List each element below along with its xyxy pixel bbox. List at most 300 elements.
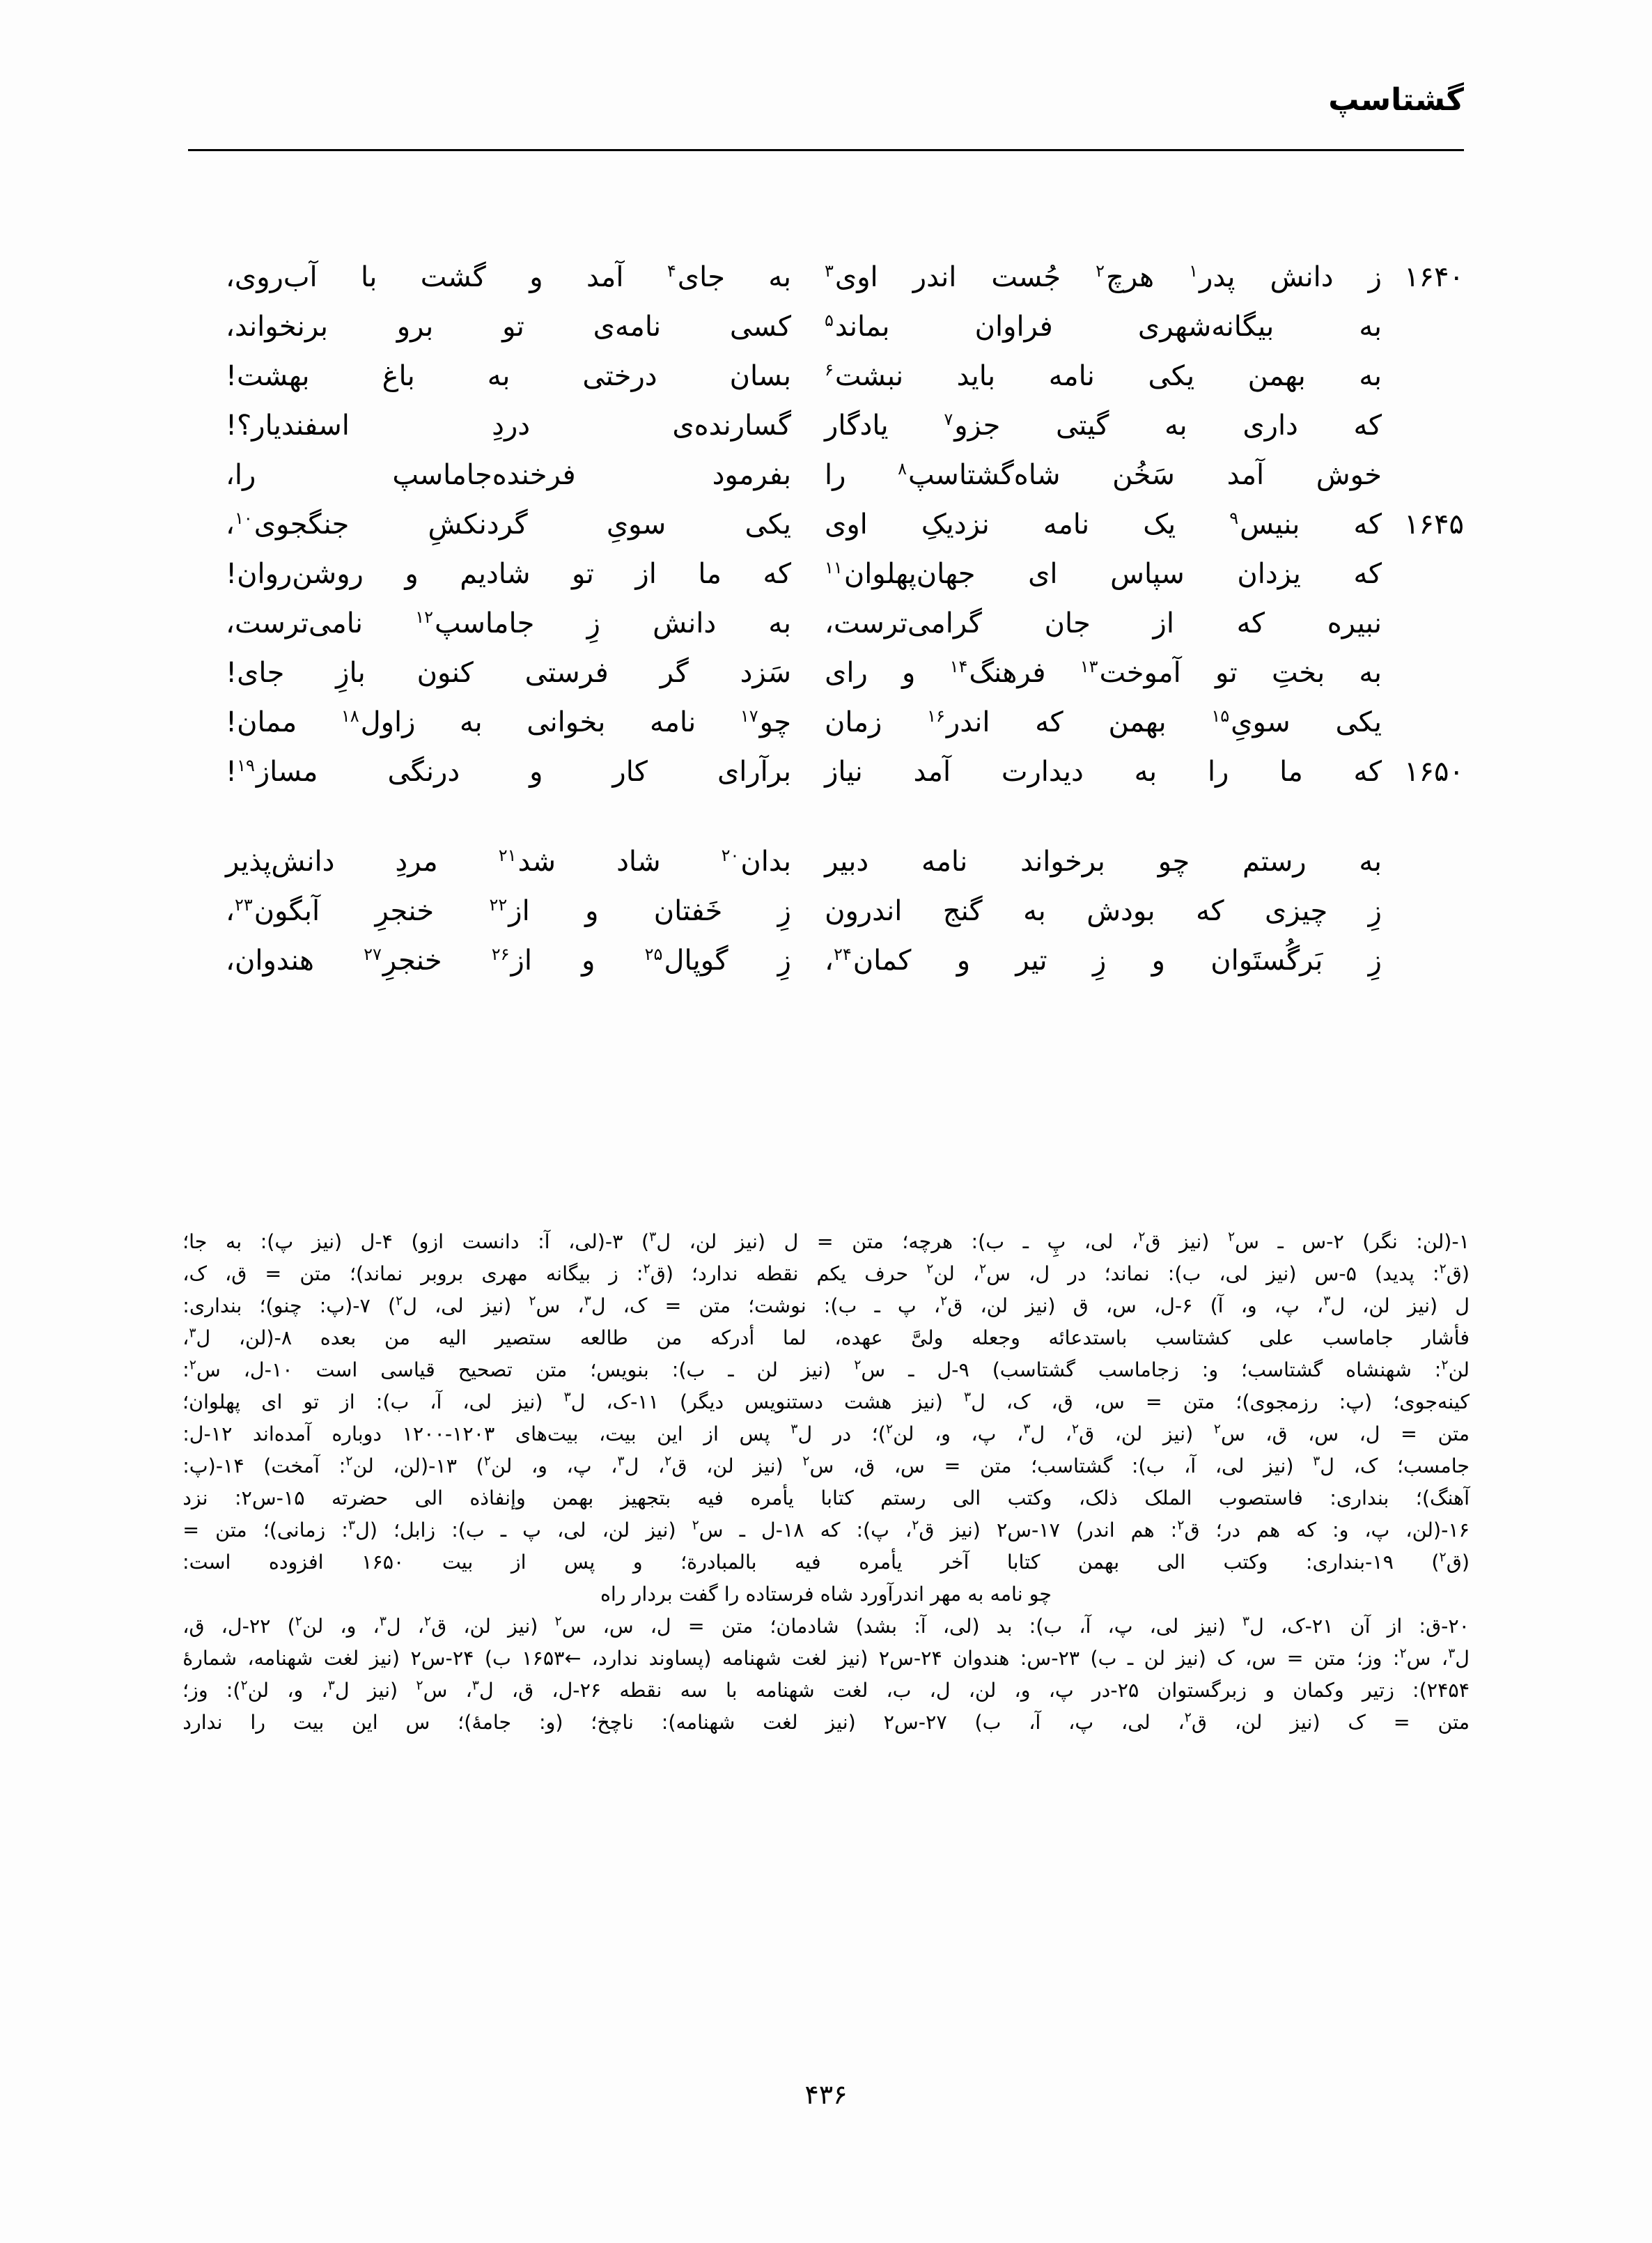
apparatus-token: ل$^۳$،: [1316, 1293, 1346, 1317]
verse-word: ممان!: [226, 706, 297, 738]
apparatus-token: پ: [897, 1294, 917, 1317]
apparatus-token: گشتاسب؛: [1241, 1358, 1323, 1381]
critical-apparatus: [182, 1226, 1470, 1739]
verse-word: شاه‌گشتاسپ$^۸$: [898, 458, 1061, 491]
hemistich-left: [226, 307, 791, 347]
apparatus-token: کینه‌جوی؛: [1393, 1390, 1470, 1413]
apparatus-token: الملک: [1144, 1487, 1192, 1509]
apparatus-line: [182, 1707, 1470, 1739]
apparatus-token: (نیز: [1195, 1615, 1226, 1638]
apparatus-token: ب):: [1029, 1615, 1063, 1638]
apparatus-token: ب):: [375, 1390, 410, 1413]
apparatus-token: کشتاسب: [1155, 1326, 1231, 1349]
verse-word: و: [529, 756, 543, 788]
apparatus-token: هم: [1256, 1519, 1281, 1542]
siglum-superscript: ۲: [423, 1613, 432, 1629]
apparatus-token: ۱۰-ل،: [243, 1358, 293, 1381]
apparatus-token: آهنگ)؛: [1415, 1487, 1470, 1509]
apparatus-token: هندوان: [953, 1647, 1010, 1670]
verse-word: که: [763, 558, 791, 590]
apparatus-token: تو: [303, 1390, 320, 1413]
apparatus-token: ل$^۳$،: [1441, 1645, 1470, 1670]
apparatus-token: ندارد؛: [692, 1262, 738, 1285]
apparatus-token: =: [1393, 1711, 1410, 1734]
verse-word: بنیس$^۹$: [1229, 508, 1300, 541]
apparatus-token: ۲۶-ل،: [552, 1679, 602, 1702]
apparatus-line: [182, 1546, 1470, 1578]
verse-word: از$^{۲۲}$: [489, 894, 530, 927]
verse-word: تو: [1215, 657, 1238, 689]
apparatus-token: دانست: [462, 1230, 520, 1253]
verse-line: [188, 357, 1464, 406]
apparatus-token: با: [725, 1679, 738, 1702]
verse-number: [1382, 334, 1464, 336]
apparatus-token: متن: [535, 1358, 568, 1381]
hemistich-left: [226, 357, 791, 396]
hemistich-right: [825, 703, 1382, 743]
verse-word: گوپال$^{۲۵}$: [644, 944, 728, 977]
apparatus-token: وز؛: [1356, 1647, 1382, 1670]
apparatus-token: وکتب: [1223, 1551, 1268, 1574]
footnote-marker: ۱۹: [237, 755, 255, 775]
apparatus-token: آمخت): [263, 1454, 320, 1477]
verse-word: که: [1035, 706, 1063, 738]
apparatus-token: ک،: [1006, 1390, 1031, 1413]
verse-word: یزدان: [1237, 558, 1301, 590]
apparatus-token: ق،: [511, 1679, 534, 1702]
apparatus-token: =: [265, 1262, 282, 1285]
verse-word: داری: [1242, 410, 1298, 442]
siglum-superscript: ۲: [926, 1261, 934, 1277]
apparatus-token: لن،: [968, 1679, 997, 1702]
apparatus-token: لن$^۲$: [926, 1261, 955, 1285]
verse-word: جزو$^۷$: [944, 409, 1001, 442]
siglum-superscript: ۲: [912, 1517, 919, 1533]
apparatus-token: (ق$^۲$:: [636, 1261, 673, 1285]
apparatus-token: ل$^۳$،: [373, 1613, 401, 1638]
apparatus-token: نوشت؛: [748, 1294, 806, 1317]
apparatus-token: (نیز: [508, 1615, 538, 1638]
apparatus-token: (نیز: [1162, 1422, 1194, 1445]
verse-word: گیتی: [1055, 410, 1109, 442]
apparatus-token: از: [703, 1422, 719, 1445]
apparatus-token: وإنفاذه: [469, 1487, 526, 1509]
apparatus-token: ق$^۲$،: [657, 1453, 687, 1477]
apparatus-token: هشت: [844, 1390, 892, 1413]
apparatus-token: ب): [1090, 1647, 1117, 1670]
verse-word: جنگجوی$^{۱۰}$،: [226, 508, 350, 541]
apparatus-token: بشد): [855, 1615, 898, 1638]
verse-word: برو: [396, 311, 434, 343]
apparatus-token: ق$^۲$:: [1170, 1517, 1200, 1542]
verse-word: جای$^۴$: [667, 261, 726, 293]
apparatus-token: (نیز: [481, 1294, 512, 1317]
verse-word: اوی: [825, 509, 868, 541]
apparatus-token: (ق$^۲$): [1431, 1549, 1470, 1574]
apparatus-token: زمانی)؛: [263, 1519, 326, 1542]
verse-word: برنخواند،: [226, 311, 329, 343]
verse-number: [1382, 582, 1464, 583]
apparatus-token: ۱۷-س۲: [996, 1519, 1060, 1542]
apparatus-line: چو نامه به مهر اندرآورد شاه فرستاده را گفت بردار راه: [600, 1583, 1052, 1606]
verse-word: سویِ: [606, 509, 667, 541]
siglum-superscript: ۲: [1213, 1421, 1221, 1437]
verse-word: نبیره: [1327, 607, 1382, 639]
apparatus-token: (نیز: [1179, 1230, 1210, 1253]
verse-word: از$^{۲۶}$: [491, 944, 532, 977]
apparatus-token: ـ: [500, 1519, 507, 1542]
apparatus-token: پ،: [1107, 1615, 1133, 1638]
apparatus-token: رستم: [880, 1487, 926, 1509]
verse-word: یکی: [1335, 706, 1382, 738]
apparatus-token: ای: [261, 1390, 283, 1413]
apparatus-token: ق$^۲$،: [1131, 1229, 1161, 1253]
apparatus-token: لی،: [435, 1294, 464, 1317]
verse-number: [1382, 968, 1464, 970]
apparatus-line: [182, 1643, 1470, 1675]
apparatus-token: هم: [1130, 1519, 1155, 1542]
apparatus-token: ق،: [852, 1454, 875, 1477]
footnote-marker: ۱۱: [825, 557, 843, 577]
verse-word: و: [956, 945, 971, 977]
apparatus-token: لی،: [1215, 1454, 1245, 1477]
apparatus-token: وز؛: [182, 1679, 208, 1702]
apparatus-token: ق،: [182, 1615, 205, 1638]
apparatus-token: ل$^۳$،: [182, 1325, 211, 1349]
verse-line: [188, 752, 1464, 802]
apparatus-token: ازو): [411, 1230, 444, 1253]
apparatus-token: در: [1068, 1262, 1086, 1285]
siglum-superscript: ۲: [802, 1453, 810, 1469]
apparatus-token: ۲۷-س۲: [883, 1711, 947, 1734]
apparatus-token: بد: [996, 1615, 1013, 1638]
apparatus-token: (نیز: [646, 1519, 676, 1542]
apparatus-token: که: [1296, 1519, 1316, 1542]
page-header: [188, 84, 1464, 160]
apparatus-token: شهنامه):: [661, 1711, 735, 1734]
footnote-marker: ۱۷: [740, 706, 758, 726]
siglum-superscript: ۲: [483, 1453, 491, 1469]
apparatus-token: ب):: [451, 1519, 485, 1542]
verse-word: که: [1353, 410, 1382, 442]
apparatus-token: =: [664, 1294, 682, 1317]
apparatus-token: در: [832, 1422, 852, 1445]
apparatus-token: بهمن: [1077, 1551, 1120, 1574]
verse-number: [1382, 631, 1464, 632]
apparatus-token: متن: [1314, 1647, 1346, 1670]
apparatus-token: آن: [1350, 1615, 1371, 1638]
apparatus-token: ۲۳-س:: [1020, 1647, 1080, 1670]
verse-word: به: [1359, 846, 1382, 878]
apparatus-token: نماند)؛: [349, 1262, 403, 1285]
apparatus-token: ب،: [886, 1679, 912, 1702]
apparatus-token: س$^۲$:: [182, 1357, 221, 1381]
verse-word: برآرای: [717, 756, 791, 788]
footnote-marker: ۱۸: [341, 706, 359, 726]
apparatus-token: لی،: [1121, 1711, 1151, 1734]
apparatus-token: بیت: [442, 1551, 474, 1574]
apparatus-token: ۸-(لن،: [238, 1326, 293, 1349]
apparatus-token: زابل؛: [393, 1519, 436, 1542]
apparatus-token: را: [250, 1711, 266, 1734]
siglum-superscript: ۲: [1399, 1645, 1407, 1661]
apparatus-token: و،: [934, 1422, 951, 1445]
siglum-superscript: ۳: [649, 1229, 657, 1245]
apparatus-line: [182, 1258, 1470, 1290]
verse-word: به: [1359, 360, 1382, 392]
siglum-superscript: ۳: [327, 1677, 335, 1693]
apparatus-line: [182, 1675, 1470, 1707]
apparatus-token: پهلوان؛: [182, 1390, 241, 1413]
verse-word: بهشت!: [226, 360, 310, 392]
apparatus-token: بنداری:: [182, 1294, 242, 1317]
footnote-marker: ۸: [898, 458, 907, 479]
apparatus-token: ۲۰-ق:: [1419, 1615, 1470, 1638]
verse-word: گر: [660, 657, 689, 689]
footnote-marker: ۱۴: [949, 656, 968, 676]
apparatus-token: ۲۴-س۲: [878, 1647, 942, 1670]
apparatus-token: لما: [782, 1326, 806, 1349]
verse-word: شد$^{۲۱}$: [498, 845, 556, 878]
verse-word: بودش: [1086, 895, 1155, 927]
apparatus-token: ل$^۳$: [790, 1421, 813, 1445]
hemistich-left: [226, 604, 791, 644]
apparatus-token: (نیز: [1407, 1294, 1438, 1317]
verse-word: آب‌روی،: [226, 261, 318, 293]
apparatus-token: و،: [1240, 1294, 1257, 1317]
apparatus-token: و،: [287, 1679, 304, 1702]
apparatus-token: وکمان: [1293, 1679, 1344, 1702]
footnote-marker: ۲۳: [234, 894, 253, 915]
apparatus-token: س$^۲$: [692, 1517, 724, 1542]
apparatus-token: (نیز: [1176, 1647, 1206, 1670]
apparatus-token: الی: [414, 1487, 443, 1509]
verse-word: گشت: [420, 261, 486, 293]
apparatus-token: (ق$^۲$:: [1432, 1261, 1470, 1285]
hemistich-left: [226, 842, 791, 882]
hemistich-right: [825, 307, 1382, 347]
apparatus-token: ق،: [1051, 1390, 1073, 1413]
apparatus-line: [182, 1482, 1470, 1514]
apparatus-token: از: [511, 1551, 527, 1574]
verse-word: نیاز: [825, 756, 863, 788]
apparatus-token: =: [1286, 1647, 1304, 1670]
apparatus-token: (لی،: [942, 1615, 980, 1638]
apparatus-token: شهنامه: [755, 1679, 815, 1702]
apparatus-token: متن: [215, 1519, 247, 1542]
verse-word: تو: [572, 558, 594, 590]
apparatus-token: (نیز: [825, 1711, 856, 1734]
siglum-superscript: ۳: [189, 1325, 196, 1341]
apparatus-token: متن: [299, 1262, 332, 1285]
verse-word: نامه: [650, 706, 696, 738]
verse-word: جای!: [226, 657, 285, 689]
apparatus-token: یأمره: [750, 1487, 794, 1509]
apparatus-token: س،: [894, 1454, 925, 1477]
apparatus-token: ـ: [1022, 1230, 1029, 1253]
verse-word: از: [1153, 607, 1174, 639]
verse-word: را: [825, 459, 846, 491]
verse-word: باغ: [382, 360, 415, 392]
apparatus-token: مهری: [481, 1262, 528, 1285]
apparatus-token: ۵-س: [1314, 1262, 1357, 1285]
siglum-superscript: ۲: [692, 1517, 699, 1533]
apparatus-token: ذلک،: [1078, 1487, 1119, 1509]
hemistich-right: [825, 752, 1382, 792]
apparatus-token: شهنامه: [722, 1647, 781, 1670]
verse-word: نزدیکِ: [921, 509, 990, 541]
apparatus-token: لغت: [323, 1647, 359, 1670]
apparatus-token: ل،: [650, 1615, 671, 1638]
verse-group: [188, 842, 1464, 991]
verse-line: [188, 456, 1464, 505]
apparatus-token: ق،: [1265, 1422, 1288, 1445]
apparatus-token: ۱۹-بنداری:: [1305, 1551, 1394, 1574]
apparatus-token: (نیز: [950, 1519, 981, 1542]
apparatus-token: و،: [531, 1454, 547, 1477]
verse-word: که: [1196, 895, 1224, 927]
siglum-superscript: ۲: [554, 1613, 562, 1629]
apparatus-token: ۱۶-(لن،: [1405, 1519, 1470, 1542]
apparatus-token: لن$^۲$): [287, 1613, 324, 1638]
apparatus-token: شهنشاه: [1346, 1358, 1412, 1381]
apparatus-token: ندارد،: [591, 1647, 639, 1670]
apparatus-token: ـ: [874, 1294, 880, 1317]
apparatus-token: (نیز: [311, 1230, 343, 1253]
apparatus-token: ل$^۳$،: [611, 1453, 639, 1477]
siglum-superscript: ۳: [1323, 1293, 1331, 1309]
verse-word: هرچ$^۲$: [1096, 261, 1155, 293]
apparatus-token: ل$^۳$: [1242, 1613, 1264, 1638]
apparatus-token: به: [225, 1230, 242, 1253]
apparatus-token: و: [632, 1551, 643, 1574]
verse-word: گردنکشِ: [428, 509, 528, 541]
apparatus-token: ۱۲-ل:: [182, 1422, 233, 1445]
apparatus-line: [182, 1322, 1470, 1354]
apparatus-token: (نیز: [513, 1390, 543, 1413]
verse-word: فرخنده‌جاماسپ: [392, 459, 576, 491]
apparatus-token: ستصیر: [494, 1326, 552, 1349]
verse-number: [1382, 384, 1464, 385]
siglum-superscript: ۲: [416, 1677, 423, 1693]
apparatus-token: سه: [680, 1679, 708, 1702]
hemistich-left: [226, 505, 791, 545]
hemistich-right: [825, 258, 1382, 297]
hemistich-left: [226, 752, 791, 792]
footnote-marker: ۴: [667, 261, 676, 281]
apparatus-token: متن: [979, 1454, 1012, 1477]
apparatus-token: ل$^۳$: [563, 1389, 586, 1413]
apparatus-token: پ،: [1274, 1294, 1300, 1317]
verse-word: آبگون$^{۲۳}$،: [226, 894, 320, 927]
apparatus-token: پ):: [856, 1519, 889, 1542]
footnote-marker: ۲۰: [721, 845, 740, 865]
apparatus-token: س،: [1105, 1294, 1137, 1317]
siglum-superscript: ۳: [584, 1293, 591, 1309]
apparatus-token: ب): [974, 1711, 1002, 1734]
footnote-marker: ۱۵: [1211, 706, 1230, 726]
verse-word: جهان‌پهلوان$^{۱۱}$: [825, 557, 976, 590]
verse-word: که: [1353, 756, 1382, 788]
apparatus-token: لن$^۲$)؛: [871, 1421, 914, 1445]
apparatus-token: زجاماسب: [1098, 1358, 1179, 1381]
apparatus-token: (نیز: [1025, 1294, 1056, 1317]
siglum-superscript: ۲: [885, 1421, 894, 1437]
verse-word: درختی: [582, 360, 657, 392]
apparatus-token: ـ: [739, 1519, 745, 1542]
apparatus-token: و،: [340, 1615, 357, 1638]
apparatus-token: ق: [1073, 1294, 1089, 1317]
apparatus-token: ـ: [728, 1358, 734, 1381]
footnote-marker: ۱۶: [927, 706, 945, 726]
siglum-superscript: ۳: [472, 1677, 479, 1693]
siglum-superscript: ۳: [348, 1517, 356, 1533]
verse-word: هندوان،: [226, 945, 314, 977]
verse-word: رستم: [1242, 846, 1307, 878]
apparatus-token: (و:: [538, 1711, 563, 1734]
apparatus-token: =: [1401, 1422, 1417, 1445]
verse-word: بدان$^{۲۰}$: [721, 845, 791, 878]
hemistich-right: [825, 842, 1382, 882]
siglum-superscript: ۲: [189, 1357, 196, 1373]
apparatus-token: س$^۲$:: [1392, 1645, 1431, 1670]
verse-word: به: [487, 360, 511, 392]
verse-word: و: [529, 261, 543, 293]
apparatus-token: از: [1387, 1615, 1403, 1638]
verse-word: شادیم: [460, 558, 531, 590]
verse-word: آمد: [586, 261, 624, 293]
footnote-marker: ۲۴: [833, 944, 852, 964]
apparatus-token: ل،: [1359, 1422, 1380, 1445]
siglum-superscript: ۲: [345, 1453, 353, 1469]
verse-number: [1382, 483, 1464, 484]
verse-word: ز: [1368, 261, 1382, 293]
verse-word: جاماسپ$^{۱۲}$: [415, 607, 535, 639]
verse-word: به: [768, 261, 791, 293]
apparatus-token: ۱۱-ک،: [606, 1390, 660, 1413]
siglum-superscript: ۲: [643, 1261, 650, 1277]
hemistich-left: [226, 653, 791, 693]
verse-word: ما: [1279, 756, 1303, 788]
siglum-superscript: ۲: [1071, 1421, 1080, 1437]
apparatus-token: بیگانه: [545, 1262, 591, 1285]
apparatus-token: لی،: [1149, 1615, 1179, 1638]
apparatus-token: دستنویس: [745, 1390, 823, 1413]
apparatus-token: فیه: [795, 1551, 821, 1574]
verse-word: سویِ$^{۱۵}$: [1211, 706, 1291, 738]
footnote-marker: ۱۲: [415, 607, 434, 627]
apparatus-token: ۹-ل: [937, 1358, 969, 1381]
apparatus-token: لی،: [556, 1519, 586, 1542]
apparatus-token: ک،: [623, 1294, 648, 1317]
verse-word: دیدارت: [1001, 756, 1084, 788]
apparatus-token: ل،: [1029, 1262, 1050, 1285]
hemistich-right: [825, 406, 1382, 446]
apparatus-token: ق$^۲$،: [1178, 1709, 1207, 1734]
verse-line: [188, 892, 1464, 941]
verse-word: سپاس: [1110, 558, 1185, 590]
apparatus-token: این: [657, 1422, 683, 1445]
apparatus-token: ب):: [823, 1294, 857, 1317]
hemistich-left: [226, 456, 791, 495]
verse-word: بهمن: [1108, 706, 1167, 738]
apparatus-token: جامسب؛: [1396, 1454, 1470, 1477]
siglum-superscript: ۳: [790, 1421, 798, 1437]
apparatus-token: پ):: [260, 1230, 294, 1253]
apparatus-token: پ،: [1068, 1711, 1094, 1734]
verse-word: زِ: [777, 945, 791, 977]
apparatus-token: (نیز: [800, 1358, 832, 1381]
